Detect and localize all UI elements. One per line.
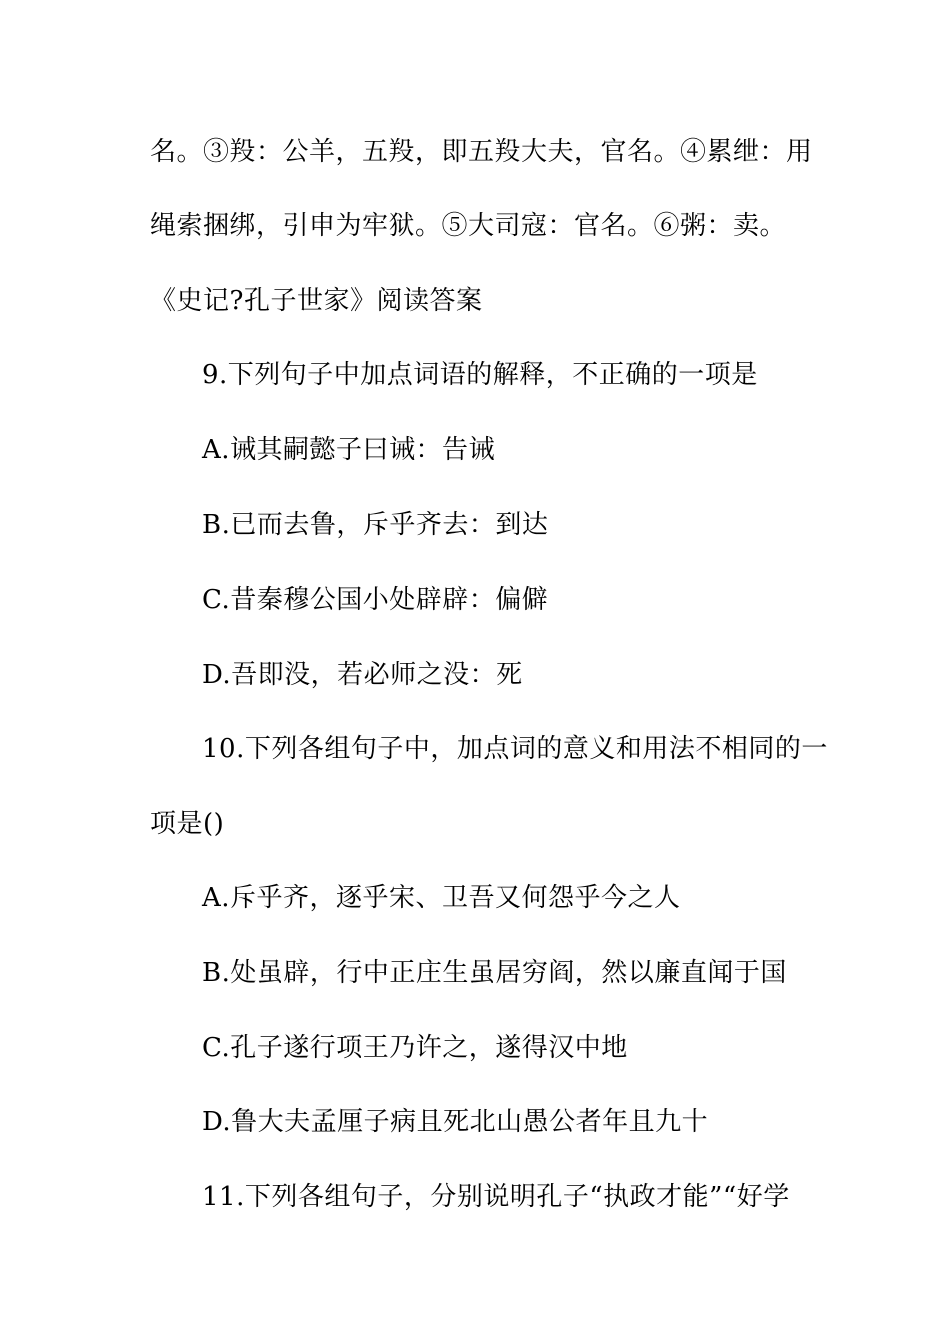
text-line-2: 绳索捆绑，引申为牢狱。⑤大司寇：官名。⑥粥：卖。 [150,211,787,241]
section-heading: 《史记?孔子世家》阅读答案 [150,286,483,316]
question-10-option-b: B.处虽辟，行中正庄生虽居穷阎，然以廉直闻于国 [202,958,787,988]
question-9-option-a: A.诫其嗣懿子曰诫：告诫 [202,435,496,465]
question-9: 9.下列句子中加点词语的解释，不正确的一项是 [202,360,758,390]
question-9-option-c: C.昔秦穆公国小处辟辟：偏僻 [202,585,549,615]
question-9-option-b: B.已而去鲁，斥乎齐去：到达 [202,510,549,540]
question-10-option-c: C.孔子遂行项王乃许之，遂得汉中地 [202,1033,628,1063]
question-10-option-a: A.斥乎齐，逐乎宋、卫吾又何怨乎今之人 [202,883,681,913]
question-10: 10.下列各组句子中，加点词的意义和用法不相同的一 [202,734,828,764]
question-9-option-d: D.吾即没，若必师之没：死 [202,660,523,690]
question-11: 11.下列各组句子，分别说明孔子“执政才能”“好学 [202,1182,790,1212]
question-10-continued: 项是() [150,809,225,839]
text-line-1: 名。③羖：公羊，五羖，即五羖大夫，官名。④累绁：用 [150,137,813,167]
question-10-option-d: D.鲁大夫孟厘子病且死北山愚公者年且九十 [202,1107,709,1137]
